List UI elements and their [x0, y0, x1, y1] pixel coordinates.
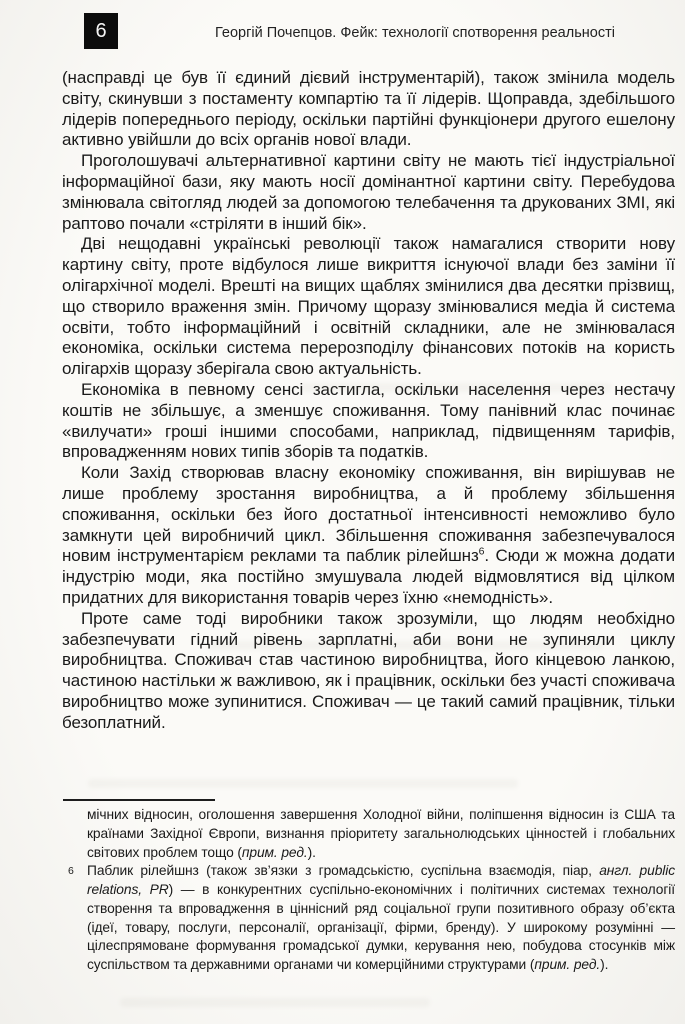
paragraph: Економіка в певному сенсі застигла, оскільки населення через нестачу коштів не збільшує, а зменшує споживання. Тому панівний клас починає «вилучати» гроші іншими способами, наприклад, підвищенням тарифів, впровадженням нових типів зборів та податків.: [62, 379, 675, 462]
running-header: Георгій Почепцов. Фейк: технології спотворення реальності: [215, 25, 615, 41]
footnote-continuation: [62, 806, 675, 862]
paragraph: (насправді це був її єдиний дієвий інструментарій), також змінила модель світу, скинувши з постаменту компартію та її лідерів. Щоправда, здебільшого лідерів попереднього періоду, оскільки партійні функціонери другого ешелону активно увійшли до всіх органів нової влади.: [62, 68, 675, 150]
footnote-text: ).: [600, 957, 609, 972]
paragraph: Проголошувачі альтернативної картини світу не мають тієї індустріальної інформаційної бази, яку мають носії домінантної картини світу. Перебудова змінювала світогляд людей за допомогою телебачення та друкованих ЗМІ, які раптово почали «стріляти в інший бік».: [62, 151, 675, 233]
body-text: [62, 68, 675, 734]
showthrough-artifact: [120, 998, 430, 1007]
paragraph-text: . Сюди ж можна додати індустрію моди, яка постійно змушувала людей відмовлятися від цілком придатних для використання товарів через їхню «немодність».: [62, 546, 675, 607]
paragraph-text: Коли Захід створював власну економіку споживання, він вирішував не лише проблему зростання виробництва, а й проблему збільшення споживання, оскільки без його достатньої інтенсивності неможливо було замкнути цей виробничий цикл. Збільшення споживання забезпечувалося новим інструментарієм реклами та паблик рілейшнз: [62, 463, 675, 566]
footnote-text: Паблик рілейшнз (також зв’язки з громадськістю, суспільна взаємодія, піар,: [87, 863, 600, 879]
footnote-divider: [63, 799, 215, 801]
page-number-box: [84, 13, 118, 49]
paragraph: [62, 463, 675, 609]
footnote-text: мічних відносин, оголошення завершення Холодної війни, поліпшення відносин із США та країнами Західної Європи, визнання пріоритету загальнолюдських цінностей і глобальних світових проблем тощо (: [87, 807, 675, 860]
footnote-foreign-term: англ. public relations, PR: [87, 863, 675, 897]
footnote-editorial-note: прим. ред.: [534, 957, 601, 972]
footnotes: [62, 806, 675, 975]
paragraph: Проте саме тоді виробники також зрозуміли, що людям необхідно забезпечувати гідний рівень зарплатні, аби вони не зупиняли циклу виробництва. Споживач став частиною виробництва, його кінцевою ланкою, частиною настільки ж важливою, як і працівник, оскільки без участі споживача виробництво може зупинитися. Споживач — це такий самий працівник, тільки безоплатний.: [62, 608, 675, 732]
showthrough-artifact: [88, 779, 518, 788]
footnote-text: ) — в конкурентних суспільно-економічних і політичних системах технології створення та впровадження в ціннісний ряд соціальної групи позитивного образу об’єкта (ідеї, товару, послуги, персоналії, організації, фірми, бренду). У широкому розумінні — цілеспрямоване формування громадської думки, керування нею, побудова стосунків між суспільством та державними органами чи комерційними структурами (: [87, 882, 675, 972]
paragraph: Дві нещодавні українські революції також намагалися створити нову картину світу, проте відбулося лише викриття існуючої влади без заміни її олігархічної моделі. Врешті на вищих щаблях змінилися два десятки прізвищ, що створило враження змін. Причому щоразу змінювалися медіа й система освіти, тобто інформаційний і освітній складники, але не змінювалася економіка, оскільки система перерозподілу фінансових потоків на користь олігархів щоразу зберігала свою актуальність.: [62, 234, 675, 379]
footnote-text: ).: [307, 844, 316, 860]
page-number: 6: [95, 19, 107, 42]
footnote-editorial-note: прим. ред.: [241, 844, 308, 860]
footnote-ref-6: 6: [478, 545, 485, 558]
footnote-marker: 6: [68, 865, 74, 878]
footnote-6: [62, 862, 675, 975]
